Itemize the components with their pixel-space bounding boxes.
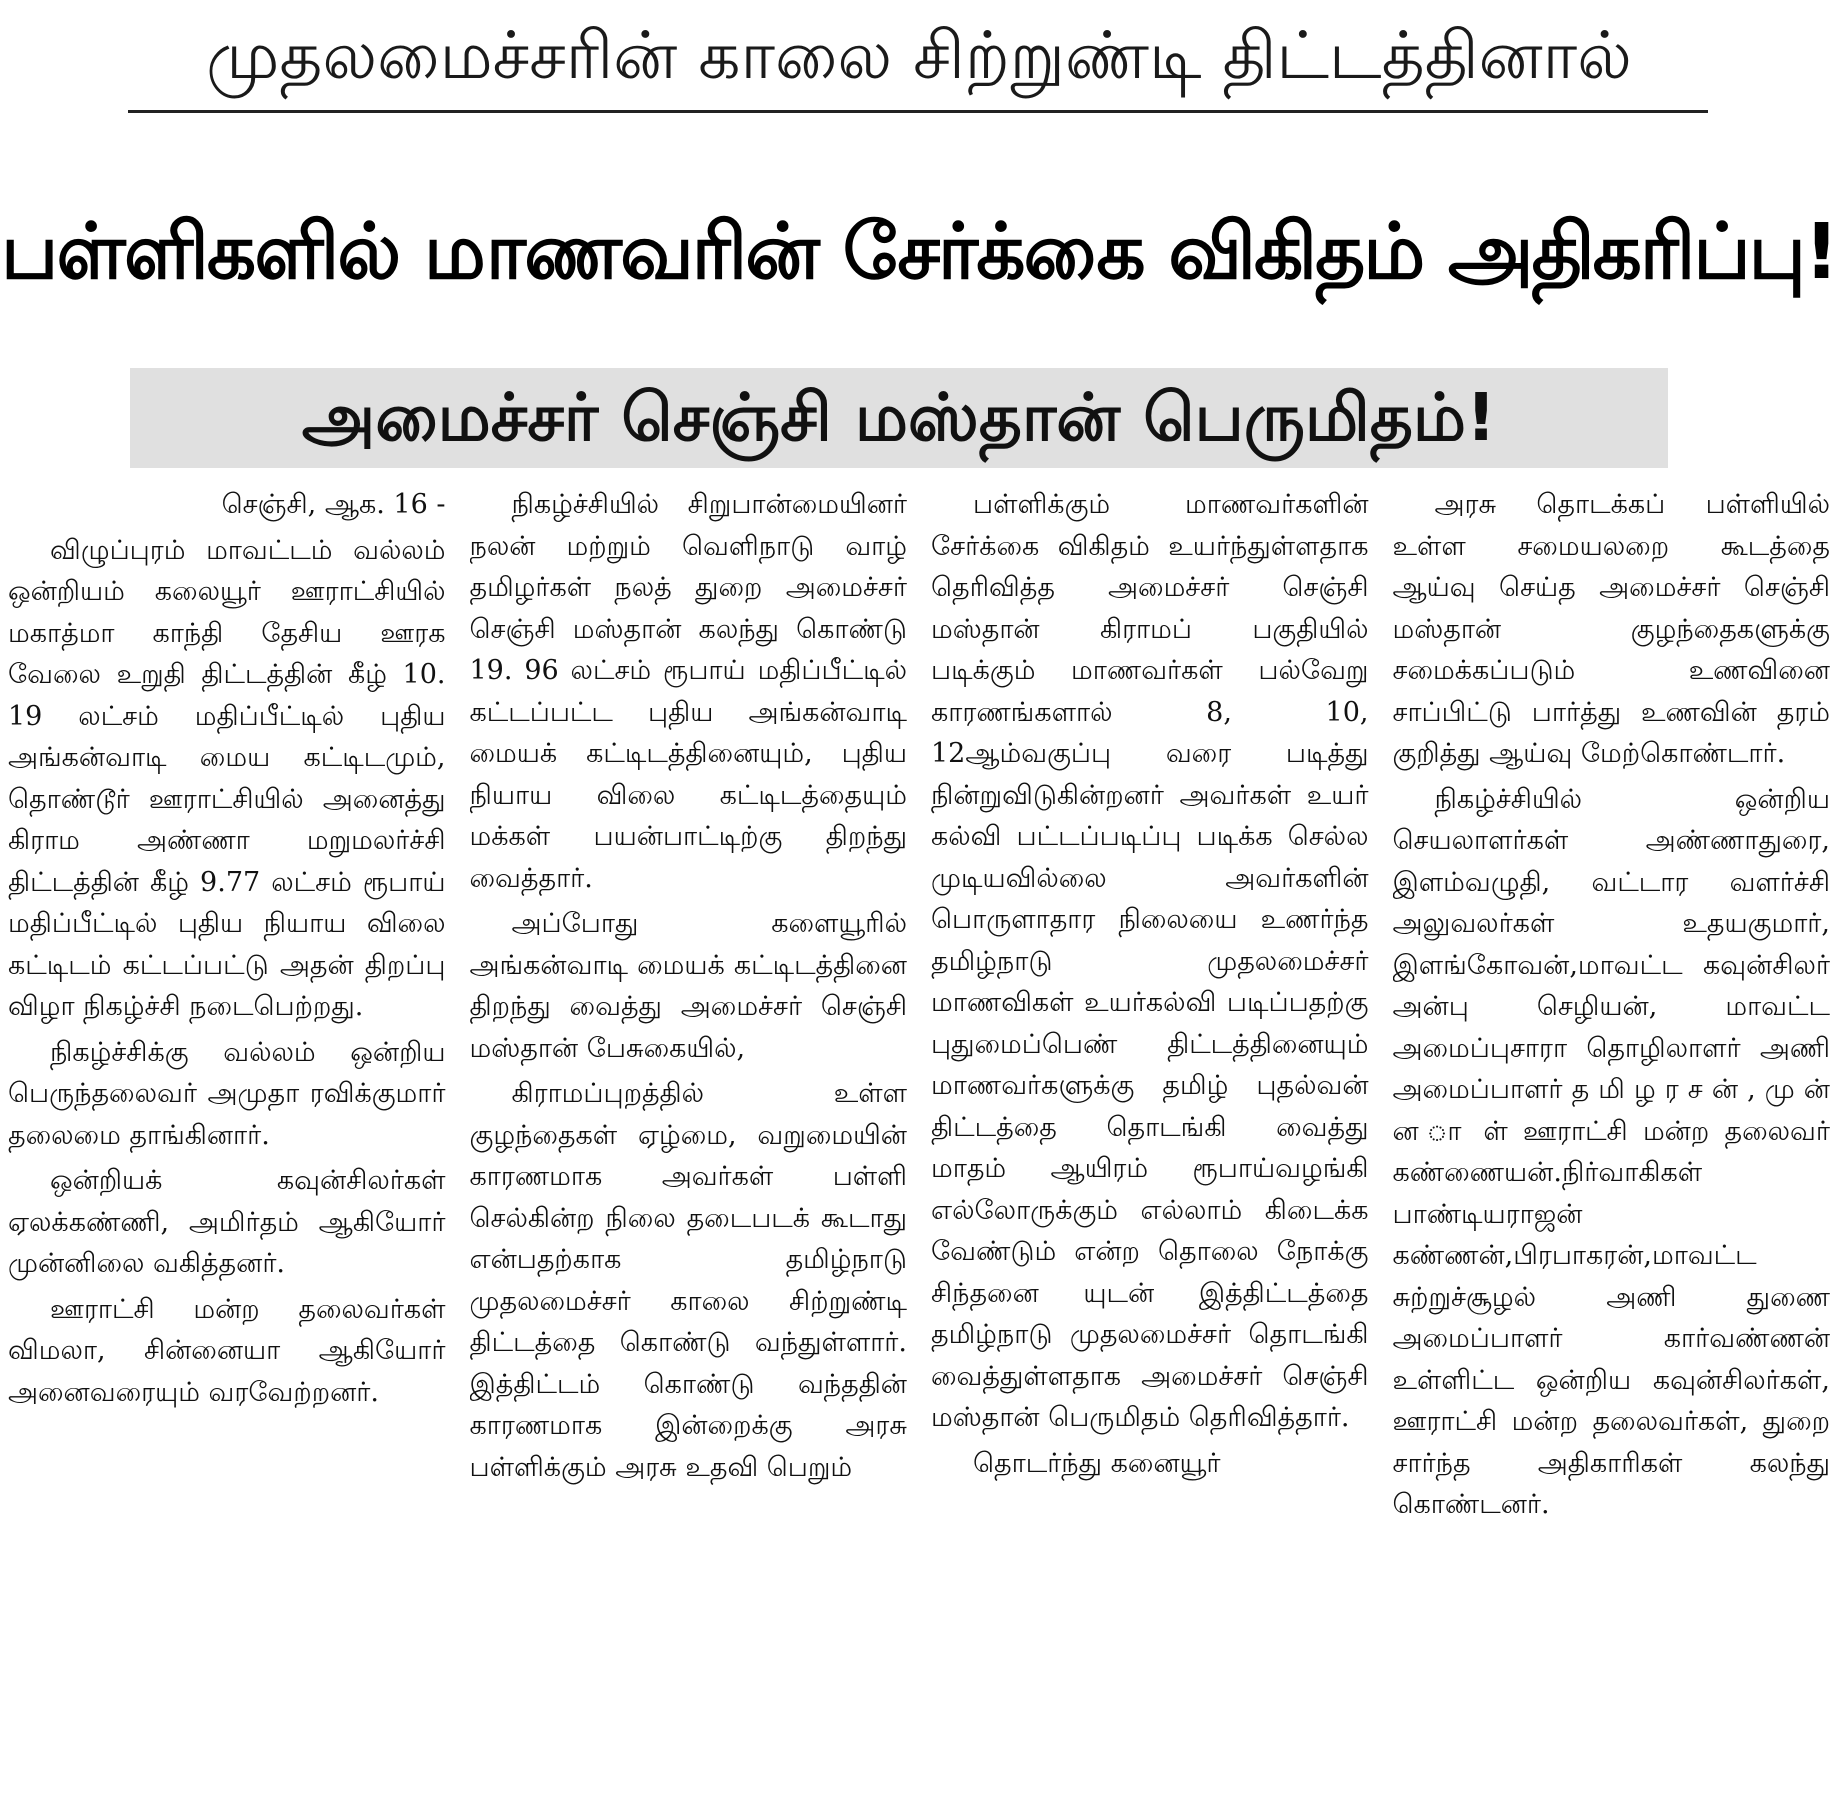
main-headline: பள்ளிகளில் மாணவரின் சேர்க்கை விகிதம் அதிகரிப்பு! — [0, 208, 1838, 297]
paragraph: கிராமப்புறத்தில் உள்ள குழந்தைகள் ஏழ்மை, வறுமையின் காரணமாக அவர்கள் பள்ளி செல்கின்ற நிலை தடைபடக் கூடாது என்பதற்காக தமிழ்நாடு முதலமைச்சர் காலை சிற்றுண்டி திட்டத்தை கொண்டு வந்துள்ளார். இத்திட்டம் கொண்டு வந்ததின் காரணமாக இன்றைக்கு அரசு பள்ளிக்கும் அரசு உதவி பெறும் — [469, 1078, 907, 1483]
dateline: செஞ்சி, ஆக. 16 - — [221, 489, 446, 520]
paragraph: பள்ளிக்கும் மாணவர்களின் சேர்க்கை விகிதம் உயர்ந்துள்ளதாக தெரிவித்த அமைச்சர் செஞ்சி மஸ்தான் கிராமப் பகுதியில் படிக்கும் மாணவர்கள் பல்வேறு காரணங்களால் 8, 10, 12ஆம்வகுப்பு வரை படித்து நின்றுவிடுகின்றனர் அவர்கள் உயர் கல்வி பட்டப்படிப்பு படிக்க செல்ல முடியவில்லை அவர்களின் பொருளாதார நிலையை உணர்ந்த தமிழ்நாடு முதலமைச்சர் மாணவிகள் உயர்கல்வி படிப்பதற்கு புதுமைப்பெண் திட்டத்தினையும் மாணவர்களுக்கு தமிழ் புதல்வன் திட்டத்தை தொடங்கி வைத்து மாதம் ஆயிரம் ரூபாய்வழங்கி எல்லோருக்கும் எல்லாம் கிடைக்க வேண்டும் என்ற தொலை நோக்கு சிந்தனை யுடன் இத்திட்டத்தை தமிழ்நாடு முதலமைச்சர் தொடங்கி வைத்துள்ளதாக அமைச்சர் செஞ்சி மஸ்தான் பெருமிதம் தெரிவித்தார். — [931, 489, 1369, 1433]
paragraph: நிகழ்ச்சிக்கு வல்லம் ஒன்றிய பெருந்தலைவர் அமுதா ரவிக்குமார் தலைமை தாங்கினார். — [8, 1036, 446, 1151]
subheadline-band: அமைச்சர் செஞ்சி மஸ்தான் பெருமிதம்! — [130, 368, 1668, 468]
article-body — [8, 484, 1830, 1810]
article-column-3 — [931, 484, 1369, 1810]
article-column-2 — [470, 484, 908, 1810]
kicker-rule — [128, 110, 1708, 113]
article-column-1 — [8, 484, 446, 1810]
paragraph: அப்போது களையூரில் அங்கன்வாடி மையக் கட்டிடத்தினை திறந்து வைத்து அமைச்சர் செஞ்சி மஸ்தான் பேசுகையில், — [469, 908, 907, 1064]
paragraph: ஒன்றியக் கவுன்சிலர்கள் ஏலக்கண்ணி, அமிர்தம் ஆகியோர் முன்னிலை வகித்தனர். — [8, 1165, 446, 1279]
article-column-4 — [1393, 484, 1831, 1810]
paragraph: நிகழ்ச்சியில் சிறுபான்மையினர் நலன் மற்றும் வெளிநாடு வாழ் தமிழர்கள் நலத் துறை அமைச்சர் செஞ்சி மஸ்தான் கலந்து கொண்டு 19. 96 லட்சம் ரூபாய் மதிப்பீட்டில் கட்டப்பட்ட புதிய அங்கன்வாடி மையக் கட்டிடத்தினையும், புதிய நியாய விலை கட்டிடத்தையும் மக்கள் பயன்பாட்டிற்கு திறந்து வைத்தார். — [469, 489, 907, 894]
kicker-headline: முதலமைச்சரின் காலை சிற்றுண்டி திட்டத்தினால் — [206, 17, 1632, 94]
paragraph: விழுப்புரம் மாவட்டம் வல்லம் ஒன்றியம் கலையூர் ஊராட்சியில் மகாத்மா காந்தி தேசிய ஊரக வேலை உறுதி திட்டத்தின் கீழ் 10. 19 லட்சம் மதிப்பீட்டில் புதிய அங்கன்வாடி மைய கட்டிடமும், தொண்டூர் ஊராட்சியில் அனைத்து கிராம அண்ணா மறுமலர்ச்சி திட்டத்தின் கீழ் 9.77 லட்சம் ரூபாய் மதிப்பீட்டில் புதிய நியாய விலை கட்டிடம் கட்டப்பட்டு அதன் திறப்பு விழா நிகழ்ச்சி நடைபெற்றது. — [8, 534, 446, 1022]
paragraph: தொடர்ந்து கனையூர் — [973, 1447, 1221, 1479]
paragraph: அரசு தொடக்கப் பள்ளியில் உள்ள சமையலறை கூடத்தை ஆய்வு செய்த அமைச்சர் செஞ்சி மஸ்தான் குழந்தைகளுக்கு சமைக்கப்படும் உணவினை சாப்பிட்டு பார்த்து உணவின் தரம் குறித்து ஆய்வு மேற்கொண்டார். — [1392, 489, 1830, 769]
paragraph: ஊராட்சி மன்ற தலைவர்கள் விமலா, சின்னையா ஆகியோர் அனைவரையும் வரவேற்றனர். — [8, 1293, 446, 1408]
paragraph: நிகழ்ச்சியில் ஒன்றிய செயலாளர்கள் அண்ணாதுரை, இளம்வழுதி, வட்டார வளர்ச்சி அலுவலர்கள் உதயகுமார், இளங்கோவன்,மாவட்ட கவுன்சிலர் அன்பு செழியன், மாவட்ட அமைப்புசாரா தொழிலாளர் அணி அமைப்பாளர் த மி ழ ர ச ன் , மு ன் ன ா ள் ஊராட்சி மன்ற தலைவர் கண்ணையன்.நிர்வாகிகள் பாண்டியராஜன் கண்ணன்,பிரபாகரன்,மாவட்ட சுற்றுச்சூழல் அணி துணை அமைப்பாளர் கார்வண்ணன் உள்ளிட்ட ஒன்றிய கவுன்சிலர்கள், ஊராட்சி மன்ற தலைவர்கள், துறை சார்ந்த அதிகாரிகள் கலந்து கொண்டனர். — [1392, 783, 1830, 1520]
